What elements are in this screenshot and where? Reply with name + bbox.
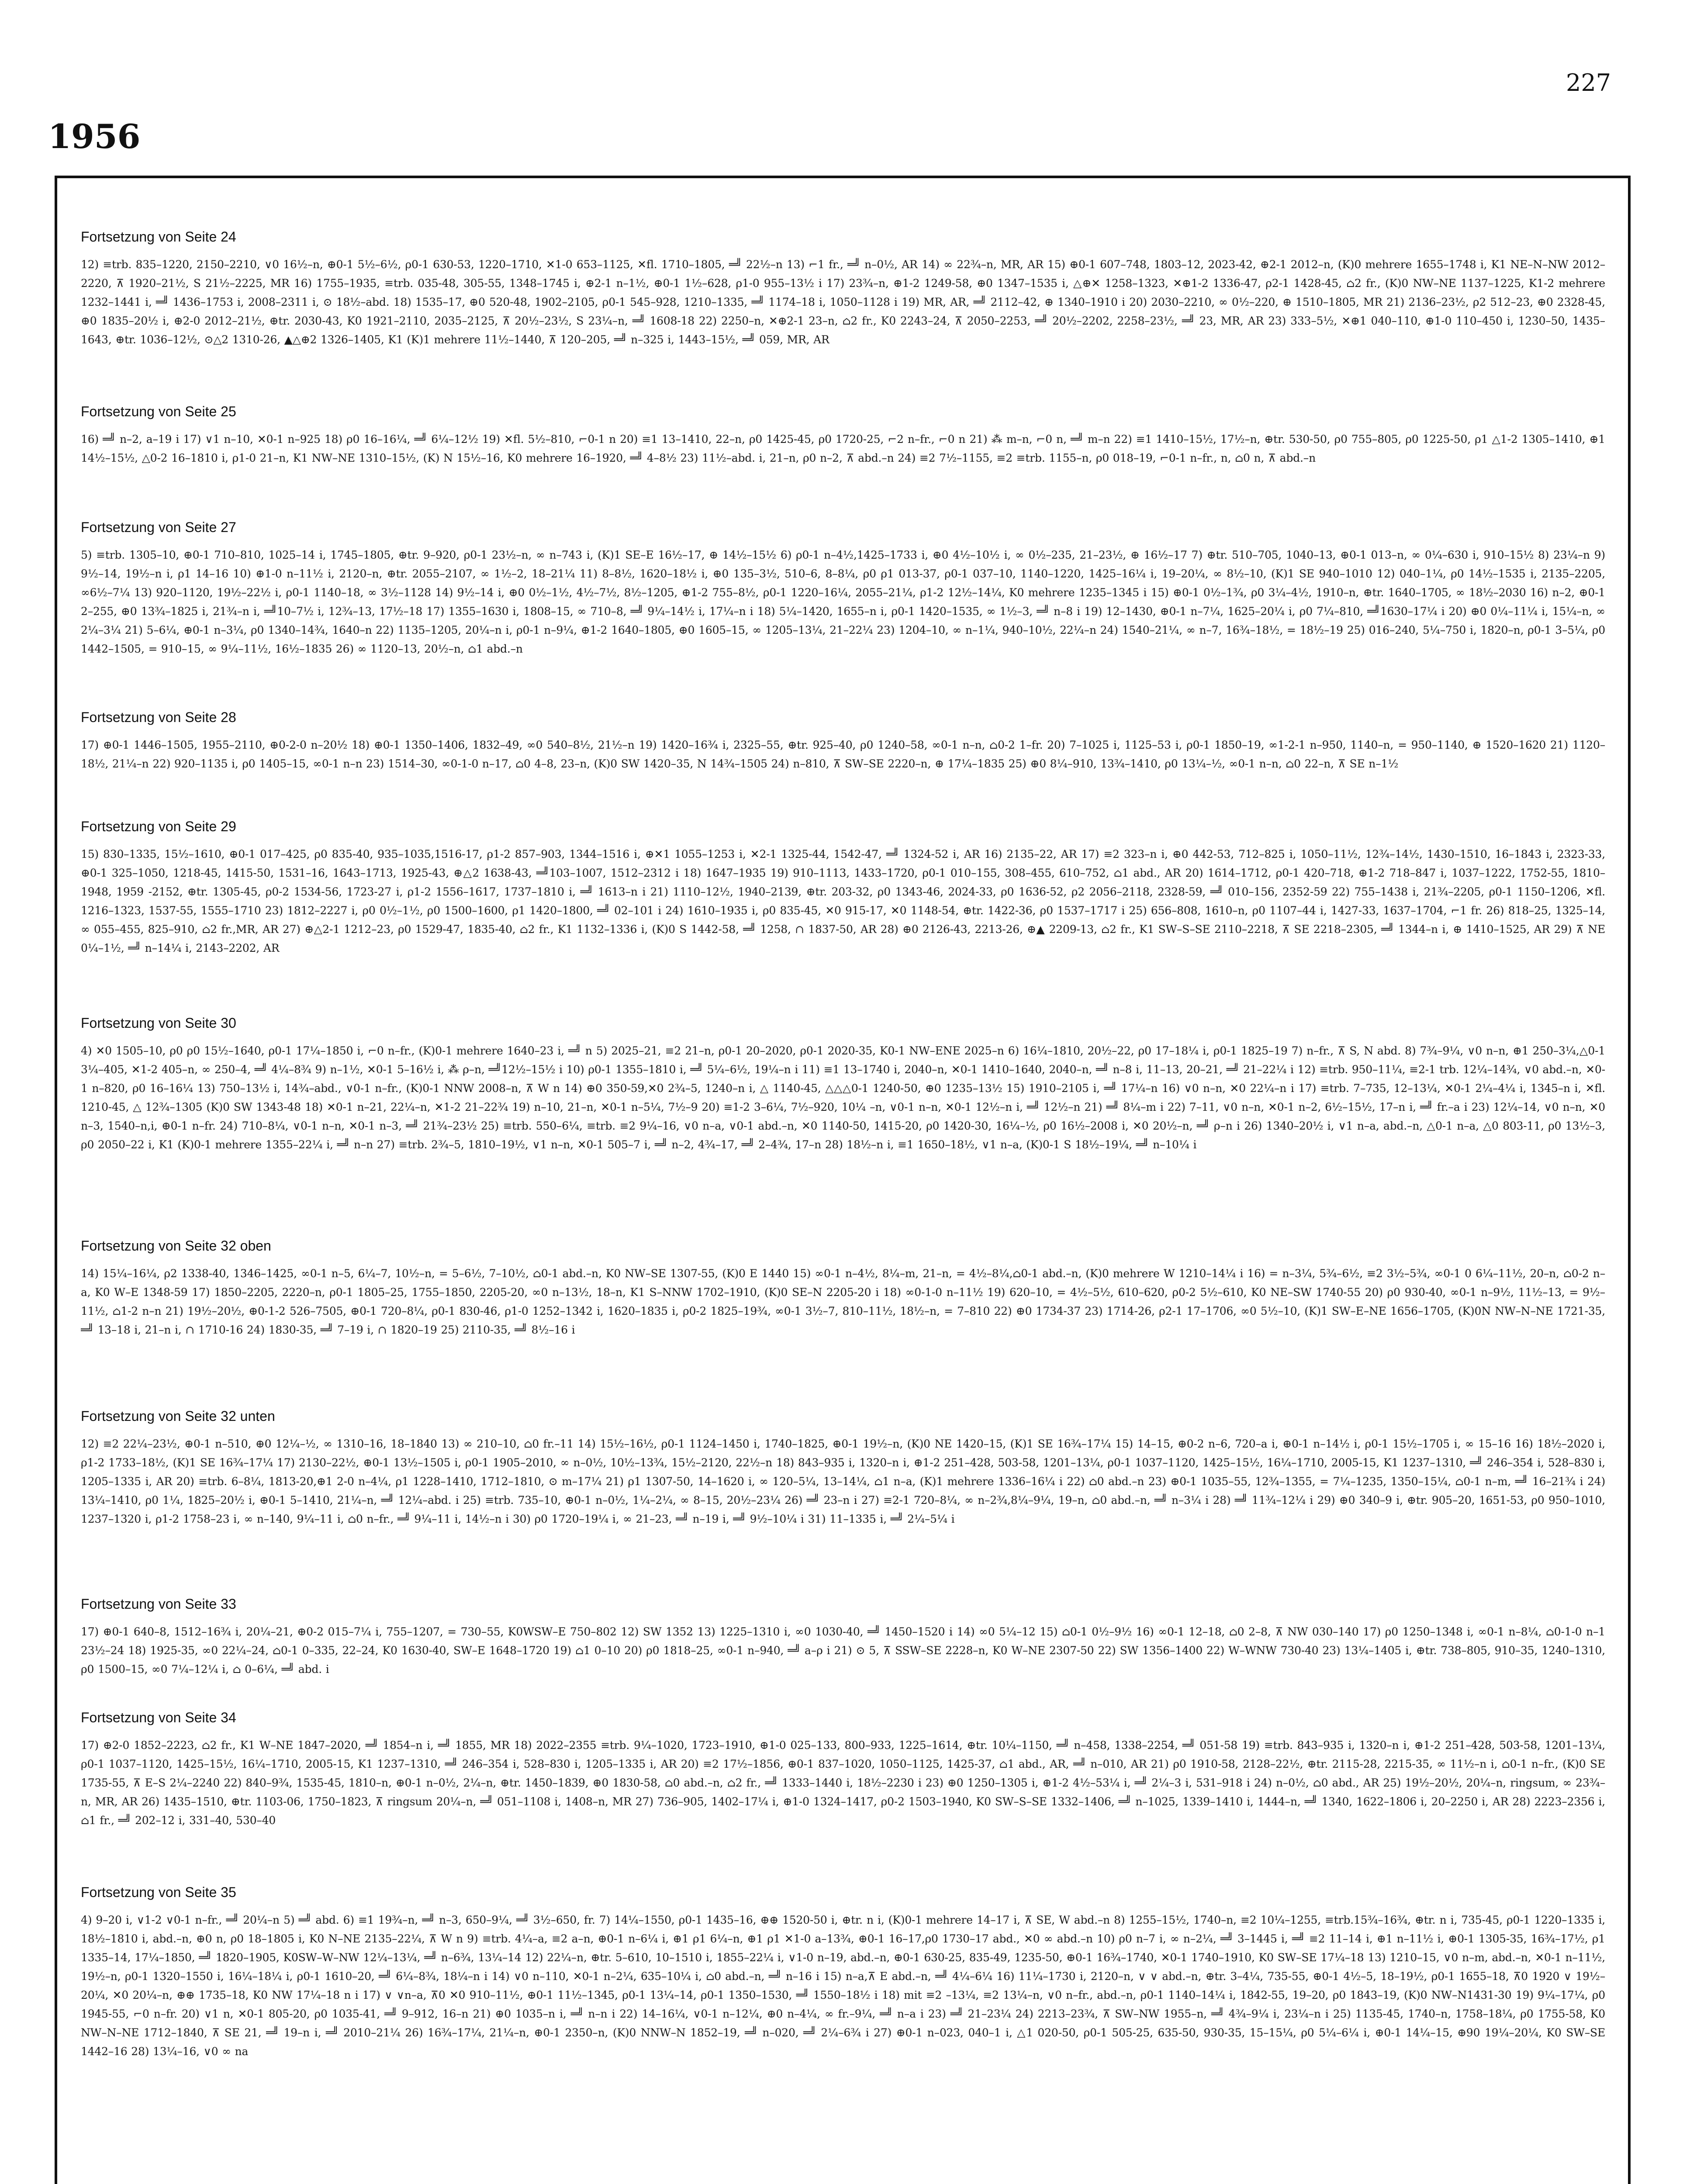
section-heading: Fortsetzung von Seite 24 [81, 229, 236, 245]
section-seite-32-unten [81, 1407, 1605, 1528]
section-seite-24 [81, 228, 1605, 349]
section-text: 4) 9–20 i, ∨1-2 ∨0-1 n–fr., ═╝ 20¼–n 5) ═╝ abd. 6) ≡1 19¾–n, ═╝ n–3, 650–9¼, ═╝ 3½–650, fr. 7) 14¼–1550, ρ0-1 1435–16, ⊕⊕ 1520-50 i, ⊕tr. n i, (K)0-1 mehrere 14–17 i, ⊼ SE, W abd.–n 8) 1255–15½, 1740–n, ≡2 10¼–1255, ≡trb.15¾–16¾, ⊕tr. n i, 735-45, ρ0-1 1220–1335 i, 18½–1810 i, abd.–n, ⊕0 n, ρ0 18–1805 i, K0 N–NE 2135–22¼, ⊼ W n 9) ≡trb. 4¼–a, ≡2 a–n, ⊕0-1 n–6¼ i, ⊕1 ρ1 6¼–n, ⊕1 ρ1 ✕1-0 a–13¾, ⊕0-1 16–17,ρ0 1730–17 abd., ✕0 ∞ abd.–n 10) ρ0 n–7 i, ∞ n–2¼, ═╝ 3–1445 i, ═╝ ≡2 11–14 i, ⊕1 n–11½ i, ⊕0-1 1305-35, 16¾–17½, ρ1 1335–14, 17¼–1850, ═╝ 1820–1905, K0SW–W–NW 12¼–13¼, ═╝ n–6¾, 13¼–14 12) 22¼–n, ⊕tr. 5–610, 10–1510 i, 1855–22¼ i, ∨1-0 n–19, abd.–n, ⊕0-1 630-25, 835-49, 1235-50, ⊕0-1 16¾–1740, ✕0-1 1740–1910, K0 SW–SE 17¼–18 13) 1210–15, ∨0 n–m, abd.–n, ✕0-1 n–11½, 19½–n, ρ0-1 1320–1550 i, 16¼–18¼ i, ρ0-1 1610–20, ═╝ 6¼–8¾, 18¼–n i 14) ∨0 n–110, ✕0-1 n–2¼, 635–10¼ i, ⌂0 abd.–n, ═╝ n–16 i 15) n–a,⊼ E abd.–n, ═╝ 4¼–6¼ 16) 11¼–1730 i, 2120–n, ∨ ∨ abd.–n, ⊕tr. 3–4¼, 735-55, ⊕0-1 4½–5, 18–19½, ρ0-1 1655–18, ⊼0 1920 ∨ 19½–20¼, ✕0 20¼–n, ⊕⊕ 1735–18, K0 NW 17¼–18 n i 17) ∨ ∨n–a, ⊼0 ✕0 910–11½, ⊕0-1 11½–1345, ρ0-1 13¼–14, ρ0-1 1350–1530, ═╝ 1550–18½ i 18) mit ≡2 –13¼, ≡2 13¼–n, ∨0 n–fr., abd.–n, ρ0-1 1140–14¼ i, 1842-55, 19–20, ρ0 1843–19, (K)0 NW–N1431-30 19) 9¼–17¼, ρ0 1945-55, ⌐0 n–fr. 20) ∨1 n, ✕0-1 805-20, ρ0 1035-41, ═╝ 9–912, 16–n 21) ⊕0 1035–n i, ═╝ n–n i 22) 14–16¼, ∨0-1 n–12¼, ⊕0 n–4¼, ∞ fr.–9¼, ═╝ n–a i 23) ═╝ 21–23¼ 24) 2213–23¾, ⊼ SW–NW 1955–n, ═╝ 4¾–9¼ i, 23¼–n i 25) 1135-45, 1740–n, 1758–18¼, ρ0 1755-58, K0 NW–N–NE 1712–1840, ⊼ SE 21, ═╝ 19–n i, ═╝ 2010–21¼ 26) 16¾–17¼, 21¼–n, ⊕0-1 2350–n, (K)0 NNW–N 1852–19, ═╝ n–020, ═╝ 2¼–6¾ i 27) ⊕0-1 n–023, 040–1 i, △1 020-50, ρ0-1 505-25, 635-50, 930-35, 15–15¼, ρ0 5¼–6¼ i, ⊕0-1 14¼–15, ⊕90 19¼–20¼, K0 SW–SE 1442–16 28) 13¼–16, ∨0 ∞ na [81, 1914, 1605, 2058]
section-seite-28 [81, 708, 1605, 773]
section-text: 5) ≡trb. 1305–10, ⊕0-1 710–810, 1025–14 i, 1745–1805, ⊕tr. 9–920, ρ0-1 23½–n, ∞ n–743 i, (K)1 SE–E 16½–17, ⊕ 14½–15½ 6) ρ0-1 n–4½,1425–1733 i, ⊕0 4½–10½ i, ∞ 0½–235, 21–23½, ⊕ 16½–17 7) ⊕tr. 510–705, 1040–13, ⊕0-1 013–n, ∞ 0¼–630 i, 910–15½ 8) 23¼–n 9) 9½–14, 19½–n i, ρ1 14–16 10) ⊕1-0 n–11½ i, 2120–n, ⊕tr. 2055–2107, ∞ 1½–2, 18–21¼ 11) 8–8½, 1620–18½ i, ⊕0 135–3½, 510–6, 8–8¼, ρ0 ρ1 013-37, ρ0-1 037–10, 1140–1220, 1425–16¼ i, 19–20¼, ∞ 8½–10, (K)1 SE 940–1010 12) 040–1¼, ρ0 14½–1535 i, 2135–2205, ∞6½–7¼ 13) 920–1120, 19½–22½ i, ρ0-1 1140–18, ∞ 3½–1128 14) 9½–14 i, ⊕0 0½–1½, 4½–7½, 8½–1205, ⊕1-2 755–8½, ρ0-1 1220–16¼, 2055–21¼, ρ1-2 12½–14¼, K0 mehrere 1235–1345 i 15) ⊕0-1 0½–1¾, ρ0 3¼–4½, 1910–n, ⊕tr. 1640–1705, ∞ 18½–2030 16) n–2, ⊕0-1 2–255, ⊕0 13¾–1825 i, 21¾–n i, ═╝10–7½ i, 12¾–13, 17½–18 17) 1355–1630 i, 1808–15, ∞ 710–8, ═╝ 9¼–14½ i, 17¼–n i 18) 5¼–1420, 1655–n i, ρ0-1 1420–1535, ∞ 1½–3, ═╝ n–8 i 19) 12–1430, ⊕0-1 n–7¼, 1625–20¼ i, ρ0 7¼–810, ═╝1630–17¼ i 20) ⊕0 0¼–11¼ i, 15¼–n, ∞ 2¼–3¼ 21) 5–6¼, ⊕0-1 n–3¼, ρ0 1340–14¾, 1640–n 22) 1135–1205, 20¼–n i, ρ0-1 n–9¼, ⊕1-2 1640–1805, ⊕0 1605–15, ∞ 1205–13¼, 21–22¼ 23) 1204–10, ∞ n–1¼, 940–10½, 22¼–n 24) 1540–21¼, ∞ n–7, 16¾–18½, = 18½–19 25) 016–240, 5¼–750 i, 1820–n, ρ0-1 3–5¼, ρ0 1442–1505, = 910–15, ∞ 9¼–11½, 16½–1835 26) ∞ 1120–13, 20½–n, ⌂1 abd.–n [81, 549, 1605, 655]
section-seite-30 [81, 1014, 1605, 1154]
section-text: 16) ═╝ n–2, a–19 i 17) ∨1 n–10, ✕0-1 n–925 18) ρ0 16–16¼, ═╝ 6¼–12½ 19) ✕fl. 5½–810, ⌐0-1 n 20) ≡1 13–1410, 22–n, ρ0 1425-45, ρ0 1720-25, ⌐2 n–fr., ⌐0 n 21) ⁂ m–n, ⌐0 n, ═╝ m–n 22) ≡1 1410–15½, 17½–n, ⊕tr. 530-50, ρ0 755–805, ρ0 1225-50, ρ1 △1-2 1305–1410, ⊕1 14½–15½, △0-2 16–1810 i, ρ1-0 21–n, K1 NW–NE 1310–15½, (K) N 15½–16, K0 mehrere 16–1920, ═╝ 4–8½ 23) 11½–abd. i, 21–n, ρ0 n–2, ⊼ abd.–n 24) ≡2 7½–1155, ≡2 ≡trb. 1155–n, ρ0 018–19, ⌐0-1 n–fr., n, ⌂0 n, ⊼ abd.–n [81, 433, 1605, 464]
section-seite-33 [81, 1595, 1605, 1679]
section-heading: Fortsetzung von Seite 32 unten [81, 1408, 275, 1424]
section-seite-29 [81, 818, 1605, 957]
section-heading: Fortsetzung von Seite 32 oben [81, 1238, 271, 1254]
section-text: 12) ≡2 22¼–23½, ⊕0-1 n–510, ⊕0 12¼–½, ∞ 1310–16, 18–1840 13) ∞ 210–10, ⌂0 fr.–11 14) 15½–16½, ρ0-1 1124–1450 i, 1740–1825, ⊕0-1 19½–n, (K)0 NE 1420–15, (K)1 SE 16¾–17¼ 15) 14–15, ⊕0-2 n–6, 720–a i, ⊕0-1 n–14½ i, ρ0-1 15½–1705 i, ∞ 15–16 16) 18½–2020 i, ρ1-2 1733–18½, (K)1 SE 16¾–17¼ 17) 2130–22½, ⊕0-1 13½–1505 i, ρ0-1 1905–2010, ∞ n–0½, 10½–13¾, 15½–2120, 22½–n 18) 843–935 i, 1320–n i, ⊕1-2 251–428, 503-58, 1201–13¼, ρ0-1 1037–1120, 1425–15½, 16¼–1710, 2005-15, K1 1237–1310, ═╝ 246–354 i, 528–830 i, 1205–1335 i, AR 20) ≡trb. 6–8¼, 1813-20,⊕1 2-0 n–4¼, ρ1 1228–1410, 1712–1810, ⊙ m–17¼ 21) ρ1 1307-50, 14–1620 i, ∞ 120–5¼, 13–14¼, ⌂1 n–a, (K)1 mehrere 1336–16¼ i 22) ⌂0 abd.–n 23) ⊕0-1 1035–55, 12¾–1355, = 7¼–1235, 1350–15¼, ⌂0-1 n–m, ═╝ 16–21¾ i 24) 13¼–1410, ρ0 1¼, 1825–20½ i, ⊕0-1 5–1410, 21¼–n, ═╝ 12¼–abd. i 25) ≡trb. 735–10, ⊕0-1 n–0½, 1¼–2¼, ∞ 8–15, 20½–23¼ 26) ═╝ 23–n i 27) ≡2-1 720–8¼, ∞ n–2¾,8¼–9¼, 19–n, ⌂0 abd.–n, ═╝ n–3¼ i 28) ═╝ 11¾–12¼ i 29) ⊕0 340–9 i, ⊕tr. 905–20, 1651-53, ρ0 950–1010, 1237–1320 i, ρ1-2 1758–23 i, ∞ n–140, 9¼–11 i, ⌂0 n–fr., ═╝ 9¼–11 i, 14½–n i 30) ρ0 1720–19¼ i, ∞ 21–23, ═╝ n–19 i, ═╝ 9½–10¼ i 31) 11–1335 i, ═╝ 2¼–5¼ i [81, 1438, 1605, 1525]
year-heading: 1956 [48, 117, 141, 156]
section-seite-27 [81, 518, 1605, 658]
section-text: 12) ≡trb. 835–1220, 2150–2210, ∨0 16½–n, ⊕0-1 5½–6½, ρ0-1 630-53, 1220–1710, ✕1-0 653–1125, ✕fl. 1710–1805, ═╝ 22½–n 13) ⌐1 fr., ═╝ n–0½, AR 14) ∞ 22¾–n, MR, AR 15) ⊕0-1 607–748, 1803–12, 2023-42, ⊕2-1 2012–n, (K)0 mehrere 1655–1748 i, K1 NE–N–NW 2012–2220, ⊼ 1920–21½, S 21½–2225, MR 16) 1755–1935, ≡trb. 035-48, 305-55, 1348–1745 i, ⊕2-1 n–1½, ⊕0-1 1½–628, ρ1-0 955–13½ i 17) 23¾–n, ⊕1-2 1249-58, ⊕0 1347–1535 i, △⊕✕ 1258–1323, ✕⊕1-2 1336-47, ρ2-1 1428-45, ⌂2 fr., (K)0 NW–NE 1137–1225, K1-2 mehrere 1232–1441 i, ═╝ 1436–1753 i, 2008–2311 i, ⊙ 18½–abd. 18) 1535–17, ⊕0 520-48, 1902–2105, ρ0-1 545–928, 1210–1335, ═╝ 1174–18 i, 1050–1128 i 19) MR, AR, ═╝ 2112–42, ⊕ 1340–1910 i 20) 2030–2210, ∞ 0½–220, ⊕ 1510–1805, MR 21) 2136–23½, ρ2 512–23, ⊕0 2328-45, ⊕0 1835–20½ i, ⊕2-0 2012–21½, ⊕tr. 2030-43, K0 1921–2110, 2035–2125, ⊼ 20½–23½, S 23¼–n, ═╝ 1608-18 22) 2250–n, ✕⊕2-1 23–n, ⌂2 fr., K0 2243–24, ⊼ 2050–2253, ═╝ 20½–2202, 2258–23½, ═╝ 23, MR, AR 23) 333–5½, ✕⊕1 040–110, ⊕1-0 110–450 i, 1230–50, 1435–1643, ⊕tr. 1036–12½, ⊙△2 1310-26, ▲△⊕2 1326–1405, K1 (K)1 mehrere 11½–1440, ⊼ 120–205, ═╝ n–325 i, 1443–15½, ═╝ 059, MR, AR [81, 258, 1605, 346]
section-heading: Fortsetzung von Seite 35 [81, 1884, 236, 1900]
page-number: 227 [1566, 69, 1611, 97]
section-heading: Fortsetzung von Seite 29 [81, 819, 236, 834]
section-heading: Fortsetzung von Seite 34 [81, 1710, 236, 1725]
section-seite-25 [81, 403, 1605, 467]
section-text: 17) ⊕0-1 1446–1505, 1955–2110, ⊕0-2-0 n–20½ 18) ⊕0-1 1350–1406, 1832–49, ∞0 540–8½, 21½–n 19) 1420–16¾ i, 2325–55, ⊕tr. 925–40, ρ0 1240–58, ∞0-1 n–n, ⌂0-2 1–fr. 20) 7–1025 i, 1125–53 i, ρ0-1 1850–19, ∞1-2-1 n–950, 1140–n, = 950–1140, ⊕ 1520–1620 21) 1120–18½, 21¼–n 22) 920–1135 i, ρ0 1405–15, ∞0-1 n–n 23) 1514–30, ∞0-1-0 n–17, ⌂0 4–8, 23–n, (K)0 SW 1420–35, N 14¾–1505 24) n–810, ⊼ SW–SE 2220–n, ⊕ 17¼–1835 25) ⊕0 8¼–910, 13¾–1410, ρ0 13¼–½, ∞0-1 n–n, ⌂0 22–n, ⊼ SE n–1½ [81, 739, 1605, 770]
observation-notes [81, 228, 1605, 2184]
section-seite-34 [81, 1709, 1605, 1830]
section-text: 14) 15¼–16¼, ρ2 1338-40, 1346–1425, ∞0-1 n–5, 6¼–7, 10½–n, = 5–6½, 7–10½, ⌂0-1 abd.–n, K0 NW–SE 1307-55, (K)0 E 1440 15) ∞0-1 n–4½, 8¼–m, 21–n, = 4½–8¼,⌂0-1 abd.–n, (K)0 mehrere W 1210–14¼ i 16) = n–3¼, 5¾–6½, ≡2 3½–5¾, ∞0-1 0 6¼–11½, 20–n, ⌂0-2 n–a, K0 W–E 1348-59 17) 1850–2205, 2220–n, ρ0-1 1805–25, 1755–1850, 2205-20, ∞0 n–13½, 18–n, K1 S–NNW 1702–1910, (K)0 SE–N 2205-20 i 18) ∞0-1-0 n–11½ 19) 620–10, = 4½–5½, 610–620, ρ0-2 5½–610, K0 NE–SW 1740-55 20) ρ0 930-40, ∞0-1 n–9½, 11½–13, = 9½–11½, ⌂1-2 n–n 21) 19½–20½, ⊕0-1-2 526–7505, ⊕0-1 720–8¼, ρ0-1 830-46, ρ1-0 1252–1342 i, 1620–1835 i, ρ0-2 1825–19¾, ∞0-1 3½–7, 810–11½, 18½–n, = 7–810 22) ⊕0 1734-37 23) 1714-26, ρ2-1 17–1706, ∞0 5½–10, (K)1 SW–E–NE 1656–1705, (K)0N NW–N–NE 1721-35, ═╝ 13–18 i, 21–n i, ∩ 1710-16 24) 1830-35, ═╝ 7–19 i, ∩ 1820–19 25) 2110-35, ═╝ 8½–16 i [81, 1267, 1605, 1336]
section-text: 4) ✕0 1505–10, ρ0 ρ0 15½–1640, ρ0-1 17¼–1850 i, ⌐0 n–fr., (K)0-1 mehrere 1640–23 i, ═╝ n 5) 2025–21, ≡2 21–n, ρ0-1 20–2020, ρ0-1 2020-35, K0-1 NW–ENE 2025–n 6) 16¼–1810, 20½–22, ρ0 17–18¼ i, ρ0-1 1825–19 7) n–fr., ⊼ S, N abd. 8) 7¾–9¼, ∨0 n–n, ⊕1 250–3¼,△0-1 3¼–405, ✕1-2 405–n, ∞ 250–4, ═╝ 4¼–8¾ 9) n–1½, ✕0-1 5–16½ i, ⁂ ρ–n, ═╝12½–15½ i 10) ρ0-1 1355–1810 i, ═╝ 5¼–6½, 19¼–n i 11) ≡1 13–1740 i, 2040–n, ✕0-1 1410–1640, 2040–n, ═╝ n–8 i, 11–13, 20–21, ═╝ 21–22¼ i 12) ≡trb. 950–11¼, ≡2-1 trb. 12¼–14¾, ∨0 abd.–n, ✕0-1 n–820, ρ0 16–16¼ 13) 750–13½ i, 14¾–abd., ∨0-1 n–fr., (K)0-1 NNW 2008–n, ⊼ W n 14) ⊕0 350-59,✕0 2¾–5, 1240–n i, △ 1140-45, △△△0-1 1240-50, ⊕0 1235–13½ 15) 1910–2105 i, ═╝ 17¼–n 16) ∨0 n–n, ✕0 22¼–n i 17) ≡trb. 7–735, 12–13¼, ✕0-1 2¼–4¼ i, 1345–n i, ✕fl. 1210-45, △ 12¾–1305 (K)0 SW 1343-48 18) ✕0-1 n–21, 22¼–n, ✕1-2 21–22¾ 19) n–10, 21–n, ✕0-1 n–5¼, 7½–9 20) ≡1-2 3–6¼, 7½–920, 10¼ –n, ∨0-1 n–n, ✕0-1 12½–n i, ═╝ 12½–n 21) ═╝ 8¼–m i 22) 7–11, ∨0 n–n, ✕0-1 n–2, 6½–15½, 17–n i, ═╝ fr.–a i 23) 12¼–14, ∨0 n–n, ✕0 n–3, 1540–n,i, ⊕0-1 n–fr. 24) 710–8¼, ∨0-1 n–n, ✕0-1 n–3, ═╝ 21¾–23½ 25) ≡trb. 550–6¼, ≡trb. ≡2 9¼–16, ∨0 n–a, ∨0-1 abd.–n, ✕0 1140-50, 1415-20, ρ0 1420-30, 16¼–½, ρ0 16½–2008 i, ✕0 20½–n, ═╝ ρ–n i 26) 1340–20½ i, ∨1 n–a, abd.–n, △0-1 n–a, △0 803-11, ρ0 13½–3, ρ0 2050–22 i, K1 (K)0-1 mehrere 1355–22¼ i, ═╝ n–n 27) ≡trb. 2¾–5, 1810–19½, ∨1 n–n, ✕0-1 505–7 i, ═╝ n–2, 4¾–17, ═╝ 2–4¾, 17–n 28) 18½–n i, ≡1 1650–18½, ∨1 n–a, (K)0-1 S 18½–19¼, ═╝ n–10¼ i [81, 1044, 1605, 1151]
section-heading: Fortsetzung von Seite 33 [81, 1596, 236, 1612]
section-heading: Fortsetzung von Seite 27 [81, 519, 236, 535]
section-heading: Fortsetzung von Seite 25 [81, 404, 236, 419]
section-seite-35 [81, 1883, 1605, 2061]
section-seite-32-oben [81, 1237, 1605, 1339]
section-text: 17) ⊕2-0 1852–2223, ⌂2 fr., K1 W–NE 1847–2020, ═╝ 1854–n i, ═╝ 1855, MR 18) 2022–2355 ≡trb. 9¼–1020, 1723–1910, ⊕1-0 025–133, 800–933, 1225–1614, ⊕tr. 10¼–1150, ═╝ n–458, 1338–2254, ═╝ 051-58 19) ≡trb. 843–935 i, 1320–n i, ⊕1-2 251–428, 503-58, 1201–13¼, ρ0-1 1037–1120, 1425–15½, 16¼–1710, 2005-15, K1 1237–1310, ═╝ 246–354 i, 528–830 i, 1205–1335 i, AR 20) ≡2 17½–1856, ⊕0-1 837–1020, 1050–1125, 1425-37, ⌂1 abd., AR, ═╝ n–010, AR 21) ρ0 1910-58, 2128–22½, ⊕tr. 2115-28, 2215-35, ∞ 11½–n i, ⌂0-1 n–fr., (K)0 SE 1735-55, ⊼ E–S 2¼–2240 22) 840–9¾, 1535-45, 1810–n, ⊕0-1 n–0½, 2¼–n, ⊕tr. 1450–1839, ⊕0 1830-58, ⌂0 abd.–n, ⌂2 fr., ═╝ 1333–1440 i, 18½–2230 i 23) ⊕0 1250–1305 i, ⊕1-2 4½–53¼ i, ═╝ 2¼–3 i, 531–918 i 24) n–0½, ⌂0 abd., AR 25) 19½–20½, 20¼–n, ringsum, ∞ 23¾–n, MR, AR 26) 1435–1510, ⊕tr. 1103-06, 1750–1823, ⊼ ringsum 20¼–n, ═╝ 051–1108 i, 1408–n, MR 27) 736–905, 1402–17¼ i, ⊕1-0 1324–1417, ρ0-2 1503–1940, K0 SW–S–SE 1332–1406, ═╝ n–1025, 1339–1410 i, 1444–n, ═╝ 1340, 1622–1806 i, 20–2250 i, AR 28) 2223–2356 i, ⌂1 fr., ═╝ 202–12 i, 331–40, 530–40 [81, 1739, 1605, 1827]
section-heading: Fortsetzung von Seite 30 [81, 1015, 236, 1031]
section-heading: Fortsetzung von Seite 28 [81, 709, 236, 725]
section-text: 15) 830–1335, 15½–1610, ⊕0-1 017–425, ρ0 835-40, 935–1035,1516-17, ρ1-2 857–903, 1344–1516 i, ⊕✕1 1055–1253 i, ✕2-1 1325-44, 1542-47, ═╝ 1324-52 i, AR 16) 2135–22, AR 17) ≡2 323–n i, ⊕0 442-53, 712–825 i, 1050–11½, 12¾–14½, 1430–1510, 16–1843 i, 2323-33, ⊕0-1 325–1050, 1218-45, 1415-50, 1531–16, 1643–1713, 1925-43, ⊕△2 1638-43, ═╝103–1007, 1512–2312 i 18) 1647–1935 19) 910–1113, 1433–1720, ρ0-1 010–155, 308–455, 610–752, ⌂1 abd., AR 20) 1614–1712, ρ0-1 420–718, ⊕1-2 718–847 i, 1037–1222, 1752-55, 1810–1948, 1959 -2152, ⊕tr. 1305-45, ρ0-2 1534-56, 1723-27 i, ρ1-2 1556–1617, 1737–1810 i, ═╝ 1613–n i 21) 1110–12½, 1940–2139, ⊕tr. 203-32, ρ0 1343-46, 2024-33, ρ0 1636-52, ρ2 2056–2118, 2328-59, ═╝ 010–156, 2352-59 22) 755–1438 i, 21¾–2205, ρ0-1 1150–1206, ✕fl. 1216–1323, 1537-55, 1555–1710 23) 1812–2227 i, ρ0 0½–1½, ρ0 1500–1600, ρ1 1420–1800, ═╝ 02–101 i 24) 1610–1935 i, ρ0 835-45, ✕0 915-17, ✕0 1148-54, ⊕tr. 1422-36, ρ0 1537–1717 i 25) 656–808, 1610–n, ρ0 1107–44 i, 1427-33, 1637–1704, ⌐1 fr. 26) 818–25, 1325–14, ∞ 055–455, 825–910, ⌂2 fr.,MR, AR 27) ⊕△2-1 1212–23, ρ0 1529-47, 1835-40, ⌂2 fr., K1 1132–1336 i, (K)0 S 1442-58, ═╝ 1258, ∩ 1837-50, AR 28) ⊕0 2126-43, 2213-26, ⊕▲ 2209-13, ⌂2 fr., K1 SW–S–SE 2110–2218, ⊼ SE 2218–2305, ═╝ 1344–n i, ⊕ 1410–1525, AR 29) ⊼ NE 0¼–1½, ═╝ n–14¼ i, 2143–2202, AR [81, 848, 1605, 954]
section-text: 17) ⊕0-1 640–8, 1512–16¾ i, 20¼–21, ⊕0-2 015–7¼ i, 755–1207, = 730–55, K0WSW–E 750–802 12) SW 1352 13) 1225–1310 i, ∞0 1030-40, ═╝ 1450–1520 i 14) ∞0 5¼–12 15) ⌂0-1 0½–9½ 16) ∞0-1 12–18, ⌂0 2–8, ⊼ NW 030–140 17) ρ0 1250–1348 i, ∞0-1 n–8¼, ⌂0-1-0 n–1 23½–24 18) 1925-35, ∞0 22¼–24, ⌂0-1 0–335, 22–24, K0 1630-40, SW–E 1648–1720 19) ⌂1 0–10 20) ρ0 1818–25, ∞0-1 n–940, ═╝ a–ρ i 21) ⊙ 5, ⊼ SSW–SE 2228–n, K0 W–NE 2307-50 22) SW 1356–1400 22) W–WNW 730-40 23) 13¼–1405 i, ⊕tr. 738–805, 910–35, 1240–1310, ρ0 1500–15, ∞0 7¼–12¼ i, ⌂ 0–6¼, ═╝ abd. i [81, 1625, 1605, 1676]
